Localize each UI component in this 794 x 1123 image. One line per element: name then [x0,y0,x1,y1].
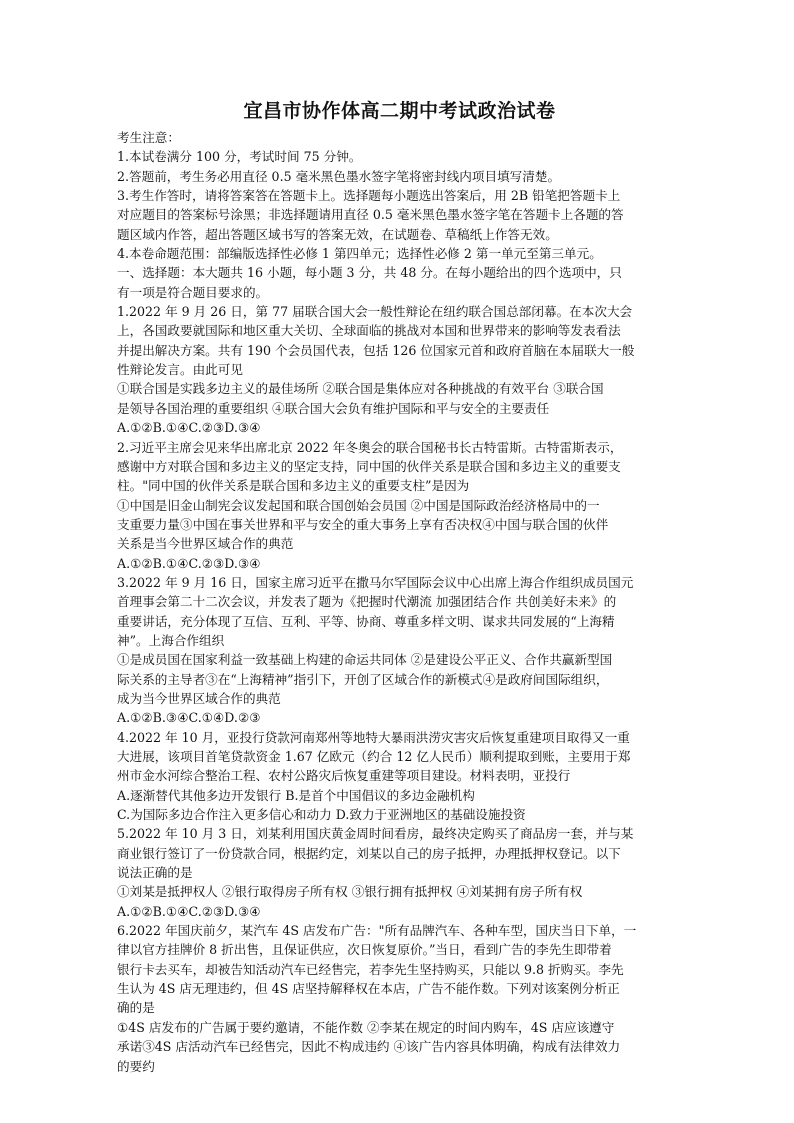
text-line: C.为国际多边合作注入更多信心和动力 D.致力于亚洲地区的基础设施投资 [117,807,526,823]
text-line: 支重要力量③中国在事关世界和平与安全的重大事务上享有否决权④中国与联合国的伙伴 [117,516,609,532]
text-line: 4.本卷命题范围：部编版选择性必修 1 第四单元；选择性必修 2 第一单元至第三单元。 [117,246,602,262]
text-line: 上，各国政要就国际和地区重大关切、全球面临的挑战对本国和世界带来的影响等发表看法 [117,323,621,339]
text-line: ①联合国是实践多边主义的最佳场所 ②联合国是集体应对各种挑战的有效平台 ③联合国 [117,381,604,397]
text-line: 3.考生作答时，请将答案答在答题卡上。选择题每小题选出答案后，用 2B 铅笔把答题卡上 [117,188,621,204]
text-line: 一、选择题：本大题共 16 小题，每小题 3 分，共 48 分。在每小题给出的四个选项中，只 [117,265,622,281]
text-line: 2.习近平主席会见来华出席北京 2022 年冬奥会的联合国秘书长古特雷斯。古特雷斯表示， [117,439,623,455]
text-line: A.①②B.①④C.②③D.③④ [117,420,261,436]
text-line: 5.2022 年 10 月 3 日，刘某利用国庆黄金周时间看房，最终决定购买了商品房一套，并与某 [117,826,634,842]
text-line: 大进展，该项目首笔贷款资金 1.67 亿欧元（约合 12 亿人民币）顺利提取到账，主要用于郑 [117,749,631,764]
text-line: 是领导各国治理的重要组织 ④联合国大会负有维护国际和平与安全的主要责任 [117,400,550,416]
text-line: 性辩论发言。由此可见 [117,362,243,378]
text-line: 3.2022 年 9 月 16 日，国家主席习近平在撒马尔罕国际会议中心出席上海合作组织成员国元 [117,574,634,590]
text-line: ①中国是旧金山制宪会议发起国和联合国创始会员国 ②中国是国际政治经济格局中的一 [117,497,600,513]
text-line: 确的是 [117,1000,155,1016]
text-line: 说法正确的是 [117,865,193,881]
text-line: 柱。"同中国的伙伴关系是联合国和多边主义的重要支柱”是因为 [117,478,470,494]
text-line: 有一项是符合题目要求的。 [117,284,269,300]
text-line: 州市金水河综合整治工程、农村公路灾后恢复重建等项目建设。材料表明，亚投行 [117,768,571,784]
exam-title: 宜昌市协作体高二期中考试政治试卷 [243,100,556,122]
exam-body [117,128,682,1076]
text-line: A.①②B.③④C.①④D.②③ [117,710,261,726]
exam-page [117,96,682,1076]
text-line: 商业银行签订了一份贷款合同，根据约定，刘某以自己的房子抵押，办理抵押权登记。以下 [117,845,621,861]
text-line: ①是成员国在国家利益一致基础上构建的命运共同体 ②是建设公平正义、合作共赢新型国 [117,652,613,668]
text-line: 1.本试卷满分 100 分，考试时间 75 分钟。 [117,149,362,165]
text-line: 1.2022 年 9 月 26 日，第 77 届联合国大会一般性辩论在纽约联合国总部闭幕。在本次大会 [117,304,633,320]
text-line: 生认为 4S 店无理违约，但 4S 店坚持解释权在本店，广告不能作数。下列对该案例分析正 [117,981,620,997]
text-line: 际关系的主导者③在“上海精神”指引下，开创了区域合作的新模式④是政府间国际组织， [117,671,609,687]
text-line: 并提出解决方案。共有 190 个会员国代表，包括 126 位国家元首和政府首脑在本届联大一般 [117,342,635,358]
text-line: 成为当今世界区域合作的典范 [117,690,281,706]
text-line: 4.2022 年 10 月，亚投行贷款河南郑州等地特大暴雨洪涝灾害灾后恢复重建项目取得又一重 [117,729,630,745]
text-line: 首理事会第二十二次会议，并发表了题为《把握时代潮流 加强团结合作 共创美好未来》的 [117,594,617,610]
text-line: 对应题目的答案标号涂黑；非选择题请用直径 0.5 毫米黑色墨水签字笔在答题卡上各题的答 [117,207,624,223]
text-line: 的要约 [117,1058,155,1074]
text-line: 重要讲话，充分体现了互信、互利、平等、协商、尊重多样文明、谋求共同发展的“上海精 [117,613,615,629]
text-line: 关系是当今世界区域合作的典范 [117,536,294,552]
text-line: ①刘某是抵押权人 ②银行取得房子所有权 ③银行拥有抵押权 ④刘某拥有房子所有权 [117,884,583,900]
text-line: ①4S 店发布的广告属于要约邀请，不能作数 ②李某在规定的时间内购车，4S 店应该遵守 [117,1019,615,1035]
text-line: 题区域内作答，超出答题区域书写的答案无效，在试题卷、草稿纸上作答无效。 [117,226,558,242]
text-line: 神”。上海合作组织 [117,632,225,648]
text-line: A.①②B.①④C.②③D.③④ [117,903,261,919]
text-line: 律以官方挂牌价 8 折出售，且保证供应，次日恢复原价。”当日，看到广告的李先生即带着 [117,942,612,958]
text-line: 考生注意： [117,130,180,145]
text-line: 承诺③4S 店活动汽车已经售完，因此不构成违约 ④该广告内容具体明确，构成有法律效力 [117,1039,621,1055]
text-line: A.①②B.①④C.②③D.③④ [117,555,261,571]
text-line: 感谢中方对联合国和多边主义的坚定支持，同中国的伙伴关系是联合国和多边主义的重要支 [117,458,621,474]
text-line: 6.2022 年国庆前夕，某汽车 4S 店发布广告："所有品牌汽车、各种车型，国庆当日下单，一 [117,923,637,939]
text-line: A.逐渐替代其他多边开发银行 B.是首个中国倡议的多边金融机构 [117,787,475,803]
text-line: 银行卡去买车，却被告知活动汽车已经售完，若李先生坚持购买，只能以 9.8 折购买。李先 [117,961,624,977]
text-line: 2.答题前，考生务必用直径 0.5 毫米黑色墨水签字笔将密封线内项目填写清楚。 [117,168,561,184]
